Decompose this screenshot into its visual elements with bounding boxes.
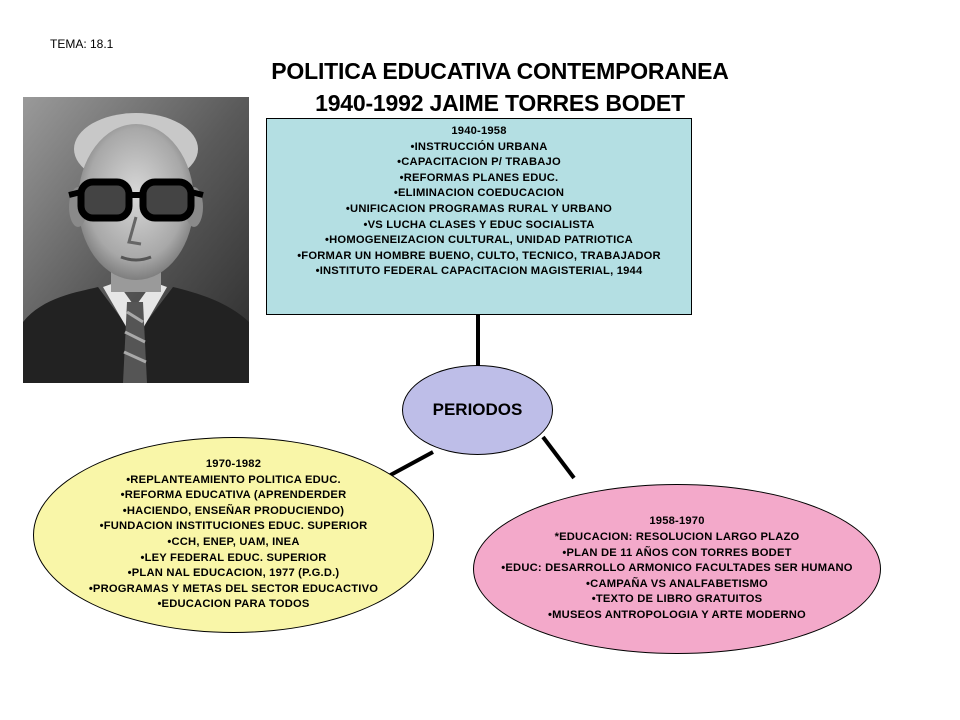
list-item: •REFORMA EDUCATIVA (APRENDERDER [120,489,347,502]
list-item: •MUSEOS ANTROPOLOGIA Y ARTE MODERNO [548,608,806,621]
list-item: •CAPACITACION P/ TRABAJO [397,156,561,169]
list-item: •CCH, ENEP, UAM, INEA [167,536,300,548]
list-item: •INSTRUCCIÓN URBANA [410,140,548,153]
list-item: •PLAN NAL EDUCACION, 1977 (P.G.D.) [127,567,340,580]
period-heading: 1940-1958 [451,125,507,137]
list-item: •ELIMINACION COEDUCACION [393,187,565,200]
list-item: •TEXTO DE LIBRO GRATUITOS [591,593,763,606]
topic-label: TEMA: 18.1 [50,37,114,51]
list-item: •REFORMAS PLANES EDUC. [399,171,559,184]
period-heading: 1958-1970 [649,515,705,528]
title-line-1: POLITICA EDUCATIVA CONTEMPORANEA [271,58,729,84]
period-heading: 1970-1982 [205,458,262,471]
list-item: •CAMPAÑA VS ANALFABETISMO [586,577,768,590]
list-item: •HACIENDO, ENSEÑAR PRODUCIENDO) [122,504,345,517]
list-item: •PLAN DE 11 AÑOS CON TORRES BODET [562,546,792,559]
list-item: •INSTITUTO FEDERAL CAPACITACION MAGISTERIAL, 1944 [315,265,643,278]
title-line-2: 1940-1992 JAIME TORRES BODET [315,90,685,116]
list-item: •EDUCACION PARA TODOS [157,598,310,611]
list-item: •FUNDACION INSTITUCIONES EDUC. SUPERIOR [99,520,368,533]
period-1958-1970-ellipse [473,484,881,654]
list-item: •FORMAR UN HOMBRE BUENO, CULTO, TECNICO, TRABAJADOR [297,249,661,262]
period-1970-1982-ellipse [33,437,434,633]
list-item: •HOMOGENEIZACION CULTURAL, UNIDAD PATRIOTICA [325,234,633,247]
list-item: *EDUCACION: RESOLUCION LARGO PLAZO [554,531,800,544]
list-item: •VS LUCHA CLASES Y EDUC SOCIALISTA [363,218,595,231]
list-item: •EDUC: DESARROLLO ARMONICO FACULTADES SER HUMANO [501,562,853,575]
list-item: •UNIFICACION PROGRAMAS RURAL Y URBANO [345,202,613,215]
periods-center-node: PERIODOS [402,365,553,455]
period-1940-1958-box [266,118,692,315]
list-item: •LEY FEDERAL EDUC. SUPERIOR [140,551,327,564]
list-item: •PROGRAMAS Y METAS DEL SECTOR EDUCACTIVO [88,582,379,595]
list-item: •REPLANTEAMIENTO POLITICA EDUC. [126,473,341,486]
